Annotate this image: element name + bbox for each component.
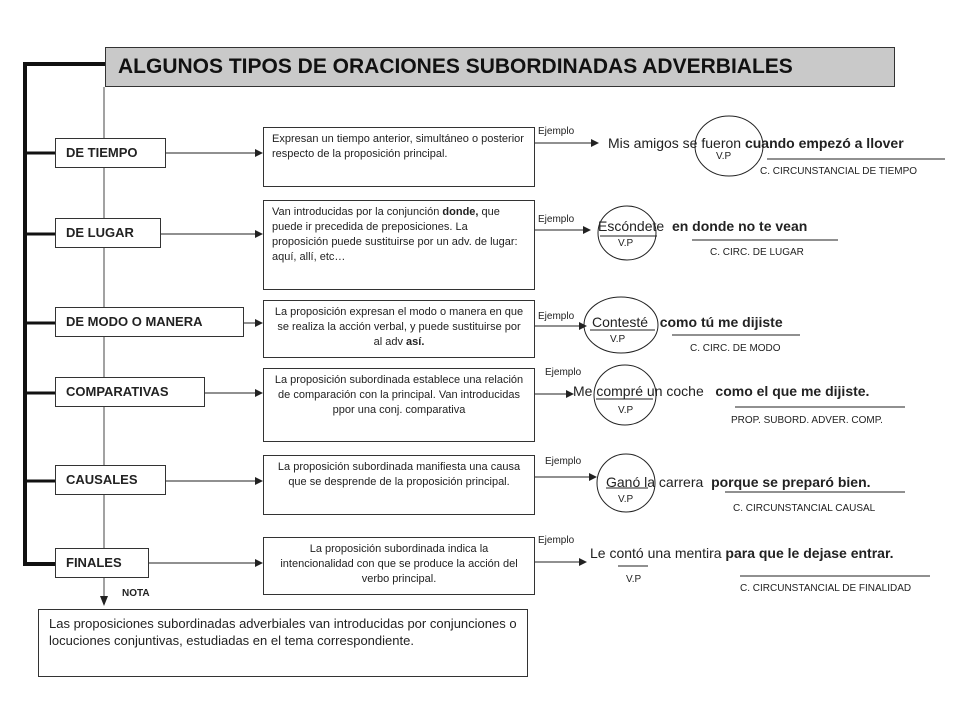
vp-label: V.P [618, 494, 634, 505]
subordinate-clause: como tú me dijiste [659, 314, 783, 330]
function-label-tiempo: C. CIRCUNSTANCIAL DE TIEMPO [760, 166, 918, 177]
category-de-modo: DE MODO O MANERA [55, 307, 244, 337]
category-de-lugar: DE LUGAR [55, 218, 161, 248]
description-keyword: así. [406, 336, 425, 348]
subordinate-clause: en donde no te vean [671, 218, 808, 234]
description-text: que puede ir precedida de preposiciones. La proposición puede sustituirse por un adv. de lugar: aquí, allí, etc… [272, 206, 518, 263]
description-keyword: donde, [442, 206, 479, 218]
vp-label: V.P [626, 574, 642, 585]
vp-label: V.P [618, 238, 634, 249]
description-comparativas [263, 368, 535, 442]
main-clause: Ganó la carrera [606, 474, 704, 490]
description-text: La proposición subordinada indica la intencionalidad con que se produce la acción del verbo principal. [280, 543, 518, 585]
function-label-causales: C. CIRCUNSTANCIAL CAUSAL [733, 503, 876, 514]
category-finales: FINALES [55, 548, 149, 578]
example-label: Ejemplo [538, 214, 575, 225]
vp-label: V.P [716, 151, 732, 162]
description-text: La proposición subordinada manifiesta una causa que se desprende de la proposición principal. [277, 461, 521, 488]
subordinate-clause: para que le dejase entrar. [725, 545, 894, 561]
vp-label: V.P [610, 334, 626, 345]
category-causales: CAUSALES [55, 465, 166, 495]
example-sentence-finales [590, 545, 894, 561]
example-sentence-comparativas [573, 383, 869, 399]
function-label-finales: C. CIRCUNSTANCIAL DE FINALIDAD [740, 583, 912, 594]
description-finales [263, 537, 535, 595]
subordinate-clause: porque se preparó bien. [711, 474, 871, 490]
vp-label: V.P [618, 405, 634, 416]
subordinate-clause: como el que me dijiste. [715, 383, 870, 399]
description-de-tiempo [263, 127, 535, 187]
note-box: Las proposiciones subordinadas adverbiales van introducidas por conjunciones o locuciones conjuntivas, estudiadas en el tema correspondiente. [38, 609, 528, 677]
example-label: Ejemplo [545, 367, 582, 378]
category-comparativas: COMPARATIVAS [55, 377, 205, 407]
main-clause: Escóndete [598, 218, 665, 234]
main-clause: Mis amigos se fueron [608, 135, 742, 151]
description-text: Expresan un tiempo anterior, simultáneo o posterior respecto de la proposición principal. [272, 133, 524, 160]
example-label: Ejemplo [538, 311, 575, 322]
description-de-modo [263, 300, 535, 358]
description-text: Van introducidas por la conjunción [272, 206, 443, 218]
example-label: Ejemplo [538, 126, 575, 137]
function-label-modo: C. CIRC. DE MODO [690, 343, 781, 354]
description-causales [263, 455, 535, 515]
example-sentence-causales [606, 474, 871, 490]
example-sentence-modo [592, 314, 783, 330]
category-de-tiempo: DE TIEMPO [55, 138, 166, 168]
subordinate-clause: cuando empezó a llover [744, 135, 904, 151]
example-sentence-tiempo [608, 135, 904, 151]
main-clause: Contesté [592, 314, 649, 330]
example-sentence-lugar [598, 218, 807, 234]
description-de-lugar [263, 200, 535, 290]
description-text: La proposición expresan el modo o manera en que se realiza la acción verbal, y puede sustituirse por al adv [274, 306, 524, 348]
main-clause: Le contó una mentira [590, 545, 722, 561]
example-label: Ejemplo [545, 456, 582, 467]
main-clause: Me compré un coche [573, 383, 704, 399]
note-label: NOTA [122, 588, 150, 599]
example-label: Ejemplo [538, 535, 575, 546]
diagram-title: ALGUNOS TIPOS DE ORACIONES SUBORDINADAS ADVERBIALES [105, 47, 895, 87]
description-text: La proposición subordinada establece una relación de comparación con la principal. Van introducidas ppor una conj. comparativa [274, 374, 524, 416]
function-label-comparativas: PROP. SUBORD. ADVER. COMP. [731, 415, 883, 426]
function-label-lugar: C. CIRC. DE LUGAR [710, 247, 804, 258]
